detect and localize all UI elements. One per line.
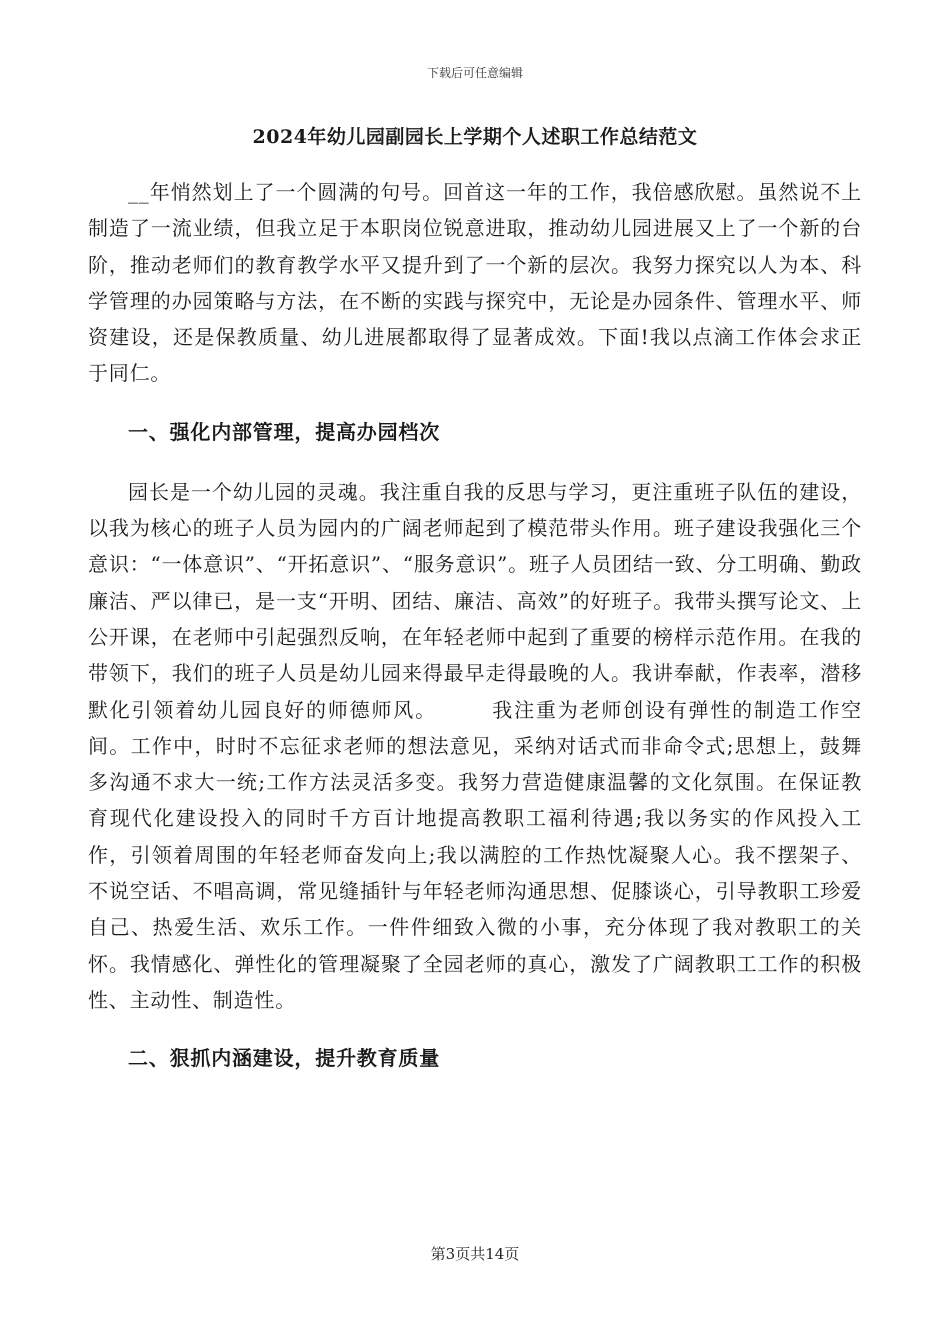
- section-2-heading: 二、狠抓内涵建设，提升教育质量: [128, 1046, 440, 1071]
- intro-paragraph: __年悄然划上了一个圆满的句号。回首这一年的工作，我倍感欣慰。虽然说不上制造了一流业绩，但我立足于本职岗位锐意进取，推动幼儿园进展又上了一个新的台阶，推动老师们的教育教学水平又提升到了一个新的层次。我努力探究以人为本、科学管理的办园策略与方法，在不断的实践与探究中，无论是办园条件、管理水平、师资建设，还是保教质量、幼儿进展都取得了显著成效。下面!我以点滴工作体会求正于同仁。: [88, 180, 862, 386]
- page-header-note: 下载后可任意编辑: [426, 66, 523, 80]
- section-1-heading: 一、强化内部管理，提高办园档次: [128, 419, 440, 444]
- section-1-paragraph: 园长是一个幼儿园的灵魂。我注重自我的反思与学习，更注重班子队伍的建设，以我为核心的班子人员为园内的广阔老师起到了模范带头作用。班子建设我强化三个意识：“一体意识”、“开拓意识”、“服务意识”。班子人员团结一致、分工明确、勤政廉洁、严以律已，是一支“开明、团结、廉洁、高效”的好班子。我带头撰写论文、上公开课，在老师中引起强烈反响，在年轻老师中起到了重要的榜样示范作用。在我的带领下，我们的班子人员是幼儿园来得最早走得最晚的人。我讲奉献，作表率，潜移默化引领着幼儿园良好的师德师风。 我注重为老师创设有弹性的制造工作空间。工作中，时时不忘征求老师的想法意见，采纳对话式而非命令式;思想上，鼓舞多沟通不求大一统;工作方法灵活多变。我努力营造健康温馨的文化氛围。在保证教育现代化建设投入的同时千方百计地提高教职工福利待遇;我以务实的作风投入工作，引领着周围的年轻老师奋发向上;我以满腔的工作热忱凝聚人心。我不摆架子、不说空话、不唱高调，常见缝插针与年轻老师沟通思想、促膝谈心，引导教职工珍爱自己、热爱生活、欢乐工作。一件件细致入微的小事，充分体现了我对教职工的关怀。我情感化、弹性化的管理凝聚了全园老师的真心，激发了广阔教职工工作的积极性、主动性、制造性。: [88, 479, 862, 1012]
- document-body: [88, 174, 862, 1076]
- page-number: 第3页共14页: [430, 1245, 520, 1263]
- document-title: 2024年幼儿园副园长上学期个人述职工作总结范文: [252, 126, 698, 148]
